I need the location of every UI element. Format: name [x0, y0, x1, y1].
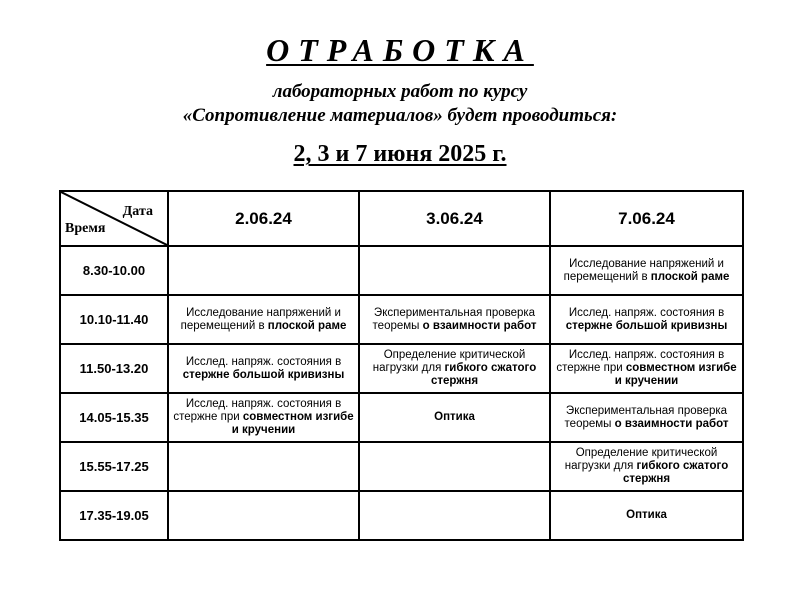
lab-cell — [550, 393, 743, 442]
subtitle-line-1: лабораторных работ по курсу — [272, 81, 528, 102]
lab-cell — [550, 295, 743, 344]
lab-topic: совместном изгибе и кручении — [231, 411, 354, 436]
lab-cell — [359, 344, 550, 393]
table-row — [60, 246, 743, 295]
lab-cell — [168, 344, 359, 393]
lab-topic: Оптика — [626, 509, 667, 521]
lab-cell — [168, 393, 359, 442]
subtitle-line-2: «Сопротивление материалов» будет проводиться: — [182, 105, 618, 126]
page-title: ОТРАБОТКА — [266, 32, 534, 68]
lab-cell — [550, 246, 743, 295]
lab-text: Определение критической нагрузки для — [564, 447, 718, 472]
lab-cell — [359, 295, 550, 344]
lab-cell — [550, 344, 743, 393]
lab-topic: совместном изгибе и кручении — [614, 362, 737, 387]
table-row — [60, 491, 743, 540]
table-row — [60, 344, 743, 393]
lab-cell — [168, 295, 359, 344]
corner-cell — [60, 191, 168, 246]
date-header: 3.06.24 — [359, 191, 550, 246]
lab-topic: о взаимности работ — [422, 319, 537, 332]
schedule-table — [59, 190, 744, 541]
time-cell: 10.10-11.40 — [60, 295, 168, 344]
time-cell: 8.30-10.00 — [60, 246, 168, 295]
empty-cell — [359, 491, 550, 540]
lab-text: Определение критической нагрузки для — [372, 349, 526, 374]
lab-text: Исслед. напряж. состояния в стержне при — [173, 398, 342, 423]
lab-text: Экспериментальная проверка теоремы — [564, 404, 728, 430]
time-cell: 17.35-19.05 — [60, 491, 168, 540]
empty-cell — [168, 491, 359, 540]
empty-cell — [359, 442, 550, 491]
table-row — [60, 442, 743, 491]
corner-time-label: Время — [65, 221, 106, 236]
lab-topic: о взаимности работ — [614, 417, 729, 430]
date-header: 7.06.24 — [550, 191, 743, 246]
lab-text: Экспериментальная проверка теоремы — [372, 306, 536, 332]
time-cell: 11.50-13.20 — [60, 344, 168, 393]
lab-cell — [550, 442, 743, 491]
lab-topic: плоской раме — [267, 319, 347, 332]
empty-cell — [359, 246, 550, 295]
lab-topic: гибкого сжатого стержня — [622, 460, 729, 485]
header-row — [60, 191, 743, 246]
lab-cell — [550, 491, 743, 540]
lab-cell — [359, 393, 550, 442]
lab-text: Исслед. напряж. состояния в — [185, 355, 342, 368]
time-cell: 15.55-17.25 — [60, 442, 168, 491]
corner-date-label: Дата — [122, 204, 153, 219]
empty-cell — [168, 246, 359, 295]
lab-text: Исслед. напряж. состояния в — [568, 306, 725, 319]
lab-topic: стержне большой кривизны — [565, 319, 728, 332]
time-cell: 14.05-15.35 — [60, 393, 168, 442]
lab-topic: гибкого сжатого стержня — [430, 362, 537, 387]
lab-text: Исследование напряжений и перемещений в — [563, 257, 724, 283]
lab-topic: Оптика — [434, 411, 475, 423]
table-row — [60, 393, 743, 442]
lab-topic: плоской раме — [650, 270, 730, 283]
dates-line: 2, 3 и 7 июня 2025 г. — [293, 141, 507, 167]
lab-topic: стержне большой кривизны — [182, 368, 345, 381]
date-header: 2.06.24 — [168, 191, 359, 246]
lab-text: Исследование напряжений и перемещений в — [180, 306, 341, 332]
empty-cell — [168, 442, 359, 491]
lab-text: Исслед. напряж. состояния в стержне при — [556, 349, 725, 374]
table-row — [60, 295, 743, 344]
